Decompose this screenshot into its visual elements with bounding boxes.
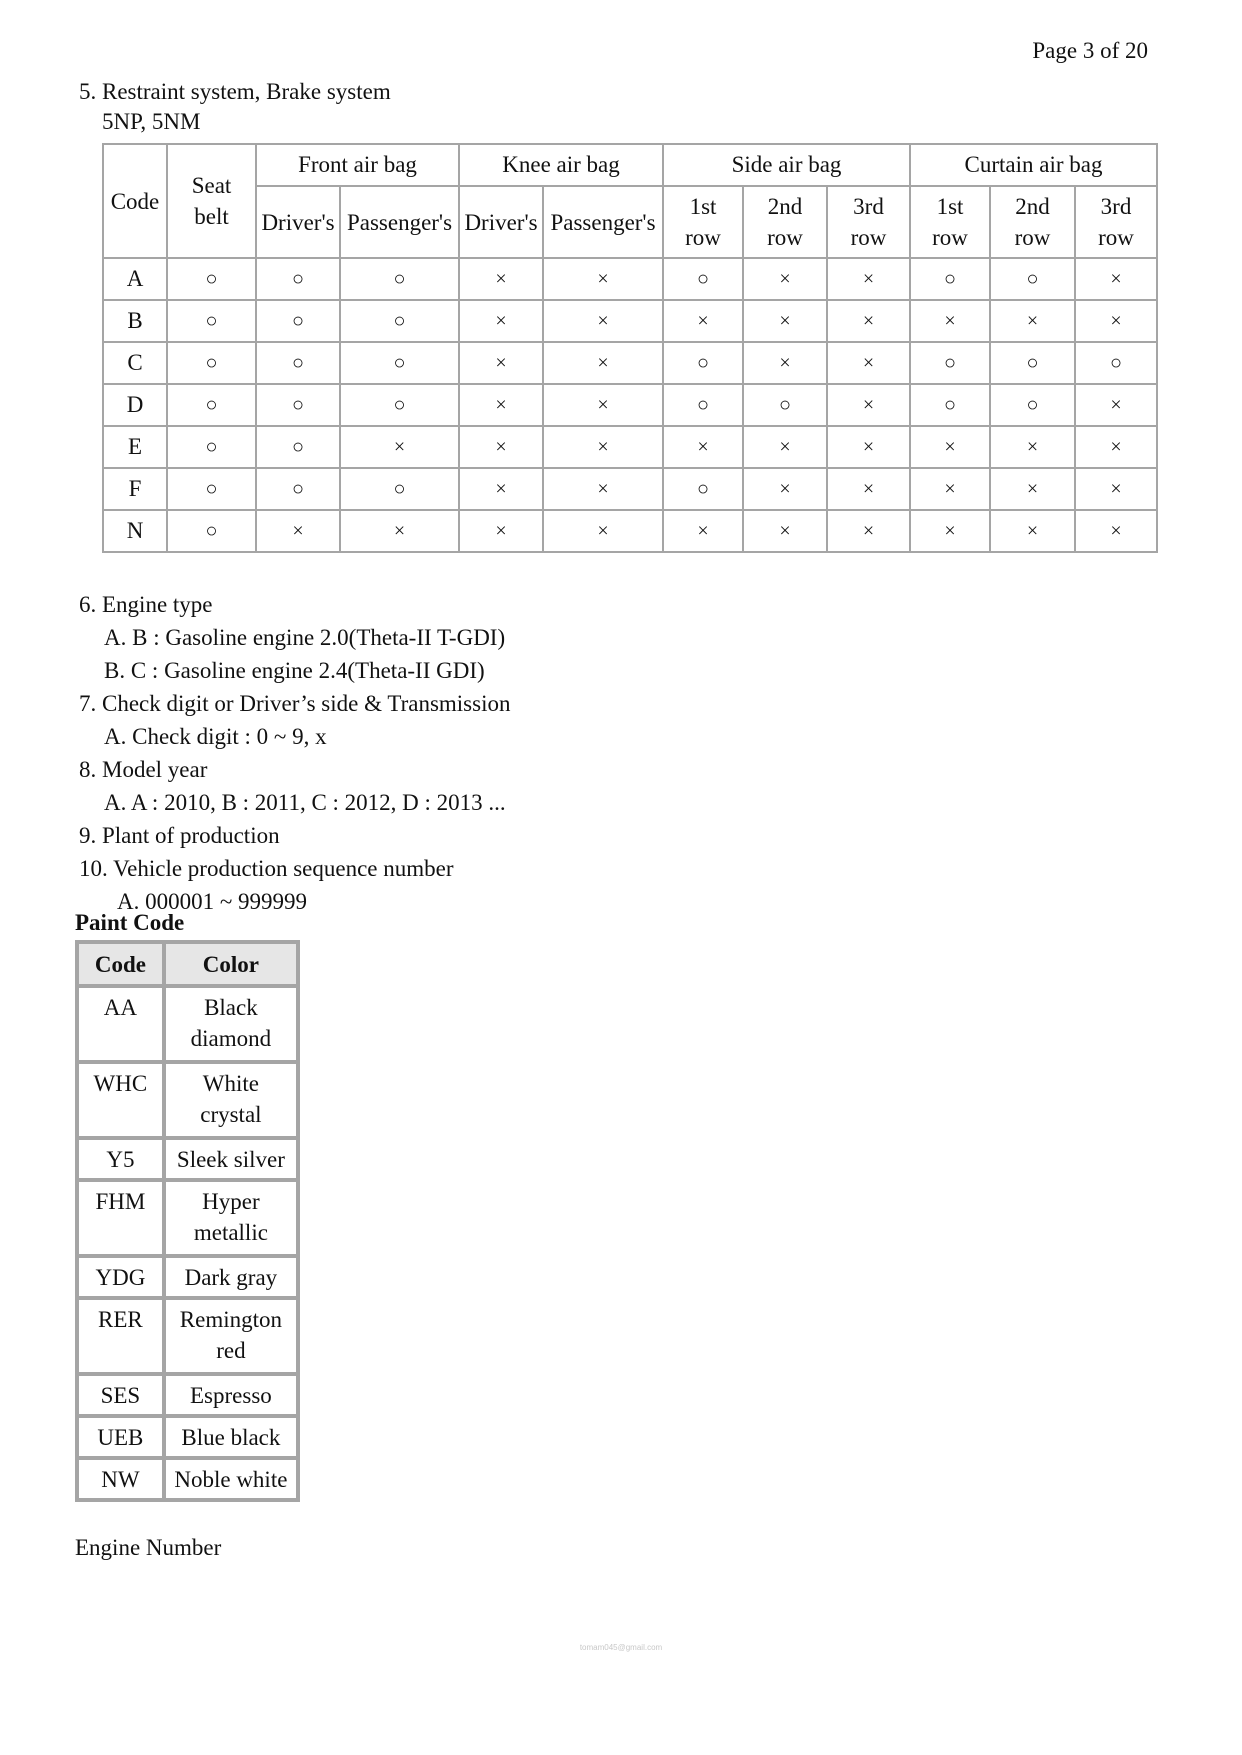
page-number: Page 3 of 20: [1032, 38, 1148, 63]
paint-color-cell: [164, 1180, 298, 1256]
availability-cell: ×: [1075, 258, 1157, 300]
row-word: row: [1014, 225, 1051, 250]
row-label: 3rd: [1100, 194, 1132, 219]
header-curtain-2nd-row: [990, 186, 1075, 258]
color-line-1: White: [202, 1071, 259, 1096]
availability-cell: ○: [340, 258, 459, 300]
table-row: [103, 468, 1157, 510]
availability-cell: ×: [663, 426, 743, 468]
color-line-1: Espresso: [190, 1382, 272, 1408]
availability-cell: ○: [167, 300, 256, 342]
header-knee-air-bag: Knee air bag: [459, 144, 663, 186]
list-item-10: 10. Vehicle production sequence number: [79, 856, 454, 881]
availability-cell: ×: [827, 384, 910, 426]
availability-cell: ×: [543, 384, 663, 426]
availability-cell: ×: [827, 510, 910, 552]
paint-row: [77, 1256, 298, 1298]
paint-code-cell: UEB: [77, 1416, 164, 1458]
availability-cell: ×: [743, 468, 827, 510]
availability-cell: ×: [1075, 300, 1157, 342]
availability-cell: ×: [910, 300, 990, 342]
availability-cell: ×: [543, 510, 663, 552]
restraint-system-table: [102, 143, 1158, 553]
list-item-6b: B. C : Gasoline engine 2.4(Theta-II GDI): [104, 658, 485, 683]
availability-cell: ×: [459, 510, 543, 552]
paint-row: [77, 1062, 298, 1138]
row-label: 2nd: [1015, 194, 1050, 219]
availability-cell: ×: [663, 510, 743, 552]
paint-row: [77, 1138, 298, 1180]
header-seat-belt: [167, 144, 256, 258]
color-line-1: Dark gray: [184, 1264, 278, 1290]
paint-code-title: Paint Code: [75, 910, 185, 935]
availability-cell: ○: [256, 258, 340, 300]
availability-cell: ×: [743, 510, 827, 552]
paint-row: [77, 1374, 298, 1416]
availability-cell: ×: [543, 300, 663, 342]
paint-header-color: Color: [164, 942, 298, 986]
paint-code-cell: Y5: [77, 1138, 164, 1180]
availability-cell: ×: [910, 510, 990, 552]
paint-header-code: Code: [77, 942, 164, 986]
header-side-3rd-row: [827, 186, 910, 258]
availability-cell: ×: [543, 426, 663, 468]
header-knee-drivers: Driver's: [459, 186, 543, 258]
paint-code-cell: YDG: [77, 1256, 164, 1298]
availability-cell: ×: [990, 300, 1075, 342]
table-row: [103, 426, 1157, 468]
row-label: 3rd: [853, 194, 884, 219]
paint-color-cell: [164, 1416, 298, 1458]
availability-cell: ×: [990, 468, 1075, 510]
row-code: C: [103, 342, 167, 384]
watermark: tomam045@gmail.com: [579, 1643, 663, 1652]
color-line-1: Noble white: [174, 1466, 288, 1492]
availability-cell: ○: [167, 384, 256, 426]
list-item-10a: A. 000001 ~ 999999: [117, 889, 308, 914]
availability-cell: ×: [663, 300, 743, 342]
paint-code-cell: FHM: [77, 1180, 164, 1256]
availability-cell: ×: [910, 468, 990, 510]
paint-row: [77, 1416, 298, 1458]
availability-cell: ○: [990, 342, 1075, 384]
row-label: 1st: [689, 194, 717, 219]
paint-row: [77, 986, 298, 1062]
availability-cell: ○: [167, 426, 256, 468]
availability-cell: ×: [743, 426, 827, 468]
row-word: row: [850, 225, 887, 250]
availability-cell: ×: [459, 300, 543, 342]
availability-cell: ○: [167, 258, 256, 300]
table-subheader-row: [103, 186, 1157, 258]
availability-cell: ○: [663, 342, 743, 384]
table-row: [103, 510, 1157, 552]
availability-cell: ○: [256, 468, 340, 510]
color-line-2: crystal: [200, 1102, 262, 1127]
availability-cell: ×: [543, 468, 663, 510]
availability-cell: ○: [256, 426, 340, 468]
paint-color-cell: [164, 1256, 298, 1298]
availability-cell: ○: [340, 342, 459, 384]
paint-color-cell: [164, 986, 298, 1062]
availability-cell: ×: [827, 258, 910, 300]
color-line-1: Black: [204, 995, 258, 1020]
row-code: B: [103, 300, 167, 342]
availability-cell: ×: [459, 468, 543, 510]
availability-cell: ×: [1075, 468, 1157, 510]
availability-cell: ○: [990, 384, 1075, 426]
row-label: 1st: [936, 194, 964, 219]
color-line-2: metallic: [193, 1220, 268, 1245]
list-item-8: 8. Model year: [79, 757, 208, 782]
availability-cell: ○: [910, 258, 990, 300]
engine-number-heading: Engine Number: [75, 1535, 222, 1560]
color-line-1: Sleek silver: [176, 1146, 285, 1172]
list-item-9: 9. Plant of production: [79, 823, 280, 848]
availability-cell: ×: [827, 468, 910, 510]
list-item-8a: A. A : 2010, B : 2011, C : 2012, D : 2013 ...: [104, 790, 506, 815]
availability-cell: ×: [990, 426, 1075, 468]
row-code: E: [103, 426, 167, 468]
color-line-2: red: [216, 1338, 246, 1363]
list-item-6: 6. Engine type: [79, 592, 213, 617]
table-row: [103, 342, 1157, 384]
row-word: row: [932, 225, 968, 250]
paint-color-cell: [164, 1298, 298, 1374]
availability-cell: ×: [459, 384, 543, 426]
availability-cell: ×: [743, 300, 827, 342]
availability-cell: ○: [990, 258, 1075, 300]
paint-table-body: [77, 986, 298, 1500]
availability-cell: ○: [256, 384, 340, 426]
availability-cell: ○: [1075, 342, 1157, 384]
paint-color-cell: [164, 1374, 298, 1416]
row-code: A: [103, 258, 167, 300]
availability-cell: ×: [1075, 384, 1157, 426]
availability-cell: ×: [459, 426, 543, 468]
header-knee-passengers: Passenger's: [543, 186, 663, 258]
availability-cell: ○: [910, 342, 990, 384]
availability-cell: ○: [340, 384, 459, 426]
availability-cell: ○: [340, 300, 459, 342]
color-line-1: Blue black: [181, 1424, 281, 1450]
paint-header-row: [77, 942, 298, 986]
availability-cell: ×: [543, 258, 663, 300]
availability-cell: ×: [990, 510, 1075, 552]
availability-cell: ○: [340, 468, 459, 510]
paint-row: [77, 1298, 298, 1374]
table-header-row: [103, 144, 1157, 186]
header-side-1st-row: [663, 186, 743, 258]
paint-row: [77, 1458, 298, 1500]
paint-row: [77, 1180, 298, 1256]
availability-cell: ○: [910, 384, 990, 426]
paint-code-table: [75, 940, 300, 1502]
availability-cell: ○: [743, 384, 827, 426]
header-curtain-air-bag: Curtain air bag: [910, 144, 1157, 186]
row-word: row: [685, 225, 721, 250]
list-item-7: 7. Check digit or Driver’s side & Transmission: [79, 691, 511, 716]
availability-cell: ○: [256, 342, 340, 384]
paint-code-cell: WHC: [77, 1062, 164, 1138]
availability-cell: ×: [827, 342, 910, 384]
row-label: 2nd: [767, 194, 803, 219]
availability-cell: ×: [340, 426, 459, 468]
paint-code-cell: AA: [77, 986, 164, 1062]
row-code: F: [103, 468, 167, 510]
table-row: [103, 300, 1157, 342]
availability-cell: ×: [743, 342, 827, 384]
paint-color-cell: [164, 1458, 298, 1500]
availability-cell: ×: [256, 510, 340, 552]
section-5-heading: 5. Restraint system, Brake system: [79, 79, 391, 104]
header-side-2nd-row: [743, 186, 827, 258]
availability-cell: ○: [663, 468, 743, 510]
availability-cell: ×: [910, 426, 990, 468]
header-curtain-3rd-row: [1075, 186, 1157, 258]
header-side-air-bag: Side air bag: [663, 144, 910, 186]
header-seat-belt-line1: Seat: [191, 173, 232, 198]
availability-cell: ○: [167, 342, 256, 384]
availability-cell: ×: [1075, 426, 1157, 468]
section-5-subheading: 5NP, 5NM: [102, 109, 201, 134]
header-front-air-bag: Front air bag: [256, 144, 459, 186]
paint-color-cell: [164, 1138, 298, 1180]
paint-code-cell: SES: [77, 1374, 164, 1416]
row-code: D: [103, 384, 167, 426]
list-item-7a: A. Check digit : 0 ~ 9, x: [104, 724, 327, 749]
list-item-6a: A. B : Gasoline engine 2.0(Theta-II T-GDI): [104, 625, 506, 650]
availability-cell: ×: [1075, 510, 1157, 552]
availability-cell: ×: [827, 426, 910, 468]
availability-cell: ×: [459, 258, 543, 300]
availability-cell: ○: [167, 468, 256, 510]
table-row: [103, 258, 1157, 300]
header-seat-belt-line2: belt: [194, 204, 229, 229]
paint-code-cell: NW: [77, 1458, 164, 1500]
header-curtain-1st-row: [910, 186, 990, 258]
availability-cell: ○: [256, 300, 340, 342]
table-row: [103, 384, 1157, 426]
availability-cell: ×: [459, 342, 543, 384]
availability-cell: ○: [663, 258, 743, 300]
header-front-passengers: Passenger's: [340, 186, 459, 258]
availability-cell: ×: [827, 300, 910, 342]
color-line-1: Hyper: [202, 1189, 260, 1214]
availability-cell: ×: [743, 258, 827, 300]
availability-cell: ×: [340, 510, 459, 552]
restraint-table-body: [103, 258, 1157, 552]
row-word: row: [1098, 225, 1134, 250]
color-line-2: diamond: [190, 1026, 272, 1051]
row-code: N: [103, 510, 167, 552]
header-front-drivers: Driver's: [256, 186, 340, 258]
row-word: row: [767, 225, 803, 250]
header-code: Code: [103, 144, 167, 258]
paint-code-cell: RER: [77, 1298, 164, 1374]
availability-cell: ○: [663, 384, 743, 426]
color-line-1: Remington: [179, 1307, 282, 1332]
availability-cell: ×: [543, 342, 663, 384]
paint-color-cell: [164, 1062, 298, 1138]
availability-cell: ○: [167, 510, 256, 552]
